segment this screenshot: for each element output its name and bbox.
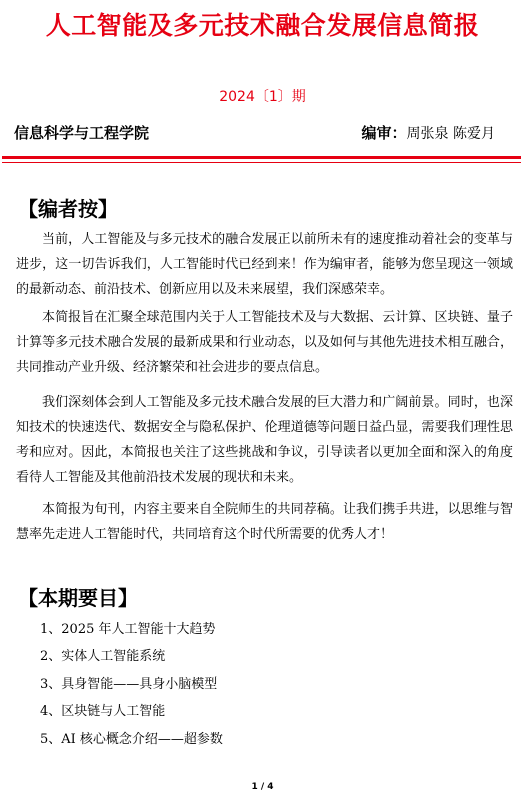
contents-heading: 【本期要目】 (18, 586, 138, 610)
foreword-heading: 【编者按】 (18, 197, 118, 221)
page-number: 1 / 4 (251, 782, 274, 792)
contents-item: 3、具身智能——具身小脑模型 (40, 676, 218, 692)
contents-item: 1、2025 年人工智能十大趋势 (40, 622, 216, 637)
editors-names: 周张泉 陈爱月 (406, 126, 495, 142)
contents-item: 4、区块链与人工智能 (40, 704, 166, 720)
issue-number: 2024〔1〕期 (219, 89, 306, 105)
contents-item: 5、AI 核心概念介绍——超参数 (40, 731, 223, 747)
contents-item: 2、实体人工智能系统 (40, 649, 166, 665)
editors-label: 编审： (361, 124, 407, 142)
organization-name: 信息科学与工程学院 (14, 124, 150, 142)
foreword-paragraph-2: 本简报旨在汇聚全球范围内关于人工智能技术及与大数据、云计算、区块链、量子计算等多元技术融合发展的最新成果和行业动态，以及如何与其他先进技术相互融合，共同推动产业升级、经济繁荣和社会进步的要点信息。 (16, 310, 513, 375)
header-rule-thin (2, 162, 521, 163)
foreword-paragraph-3: 我们深刻体会到人工智能及多元技术融合发展的巨大潜力和广阔前景。同时，也深知技术的快速迭代、数据安全与隐私保护、伦理道德等问题日益凸显，需要我们理性思考和应对。因此，本简报也关注了这些挑战和争议，引导读者以更加全面和深入的角度看待人工智能及其他前沿技术发展的现状和未来。 (16, 395, 513, 485)
newsletter-title: 人工智能及多元技术融合发展信息简报 (45, 11, 480, 40)
editors (362, 122, 495, 143)
contents-list (40, 620, 223, 757)
foreword-paragraph-4: 本简报为旬刊，内容主要来自全院师生的共同荐稿。让我们携手共进，以思维与智慧率先走进人工智能时代，共同培育这个时代所需要的优秀人才！ (16, 502, 513, 542)
foreword-paragraph-1: 当前，人工智能及与多元技术的融合发展正以前所未有的速度推动着社会的变革与进步，这一切告诉我们，人工智能时代已经到来！作为编审者，能够为您呈现这一领域的最新动态、前沿技术、创新应用以及未来展望，我们深感荣幸。 (16, 232, 513, 297)
header-rule-thick (2, 156, 521, 159)
